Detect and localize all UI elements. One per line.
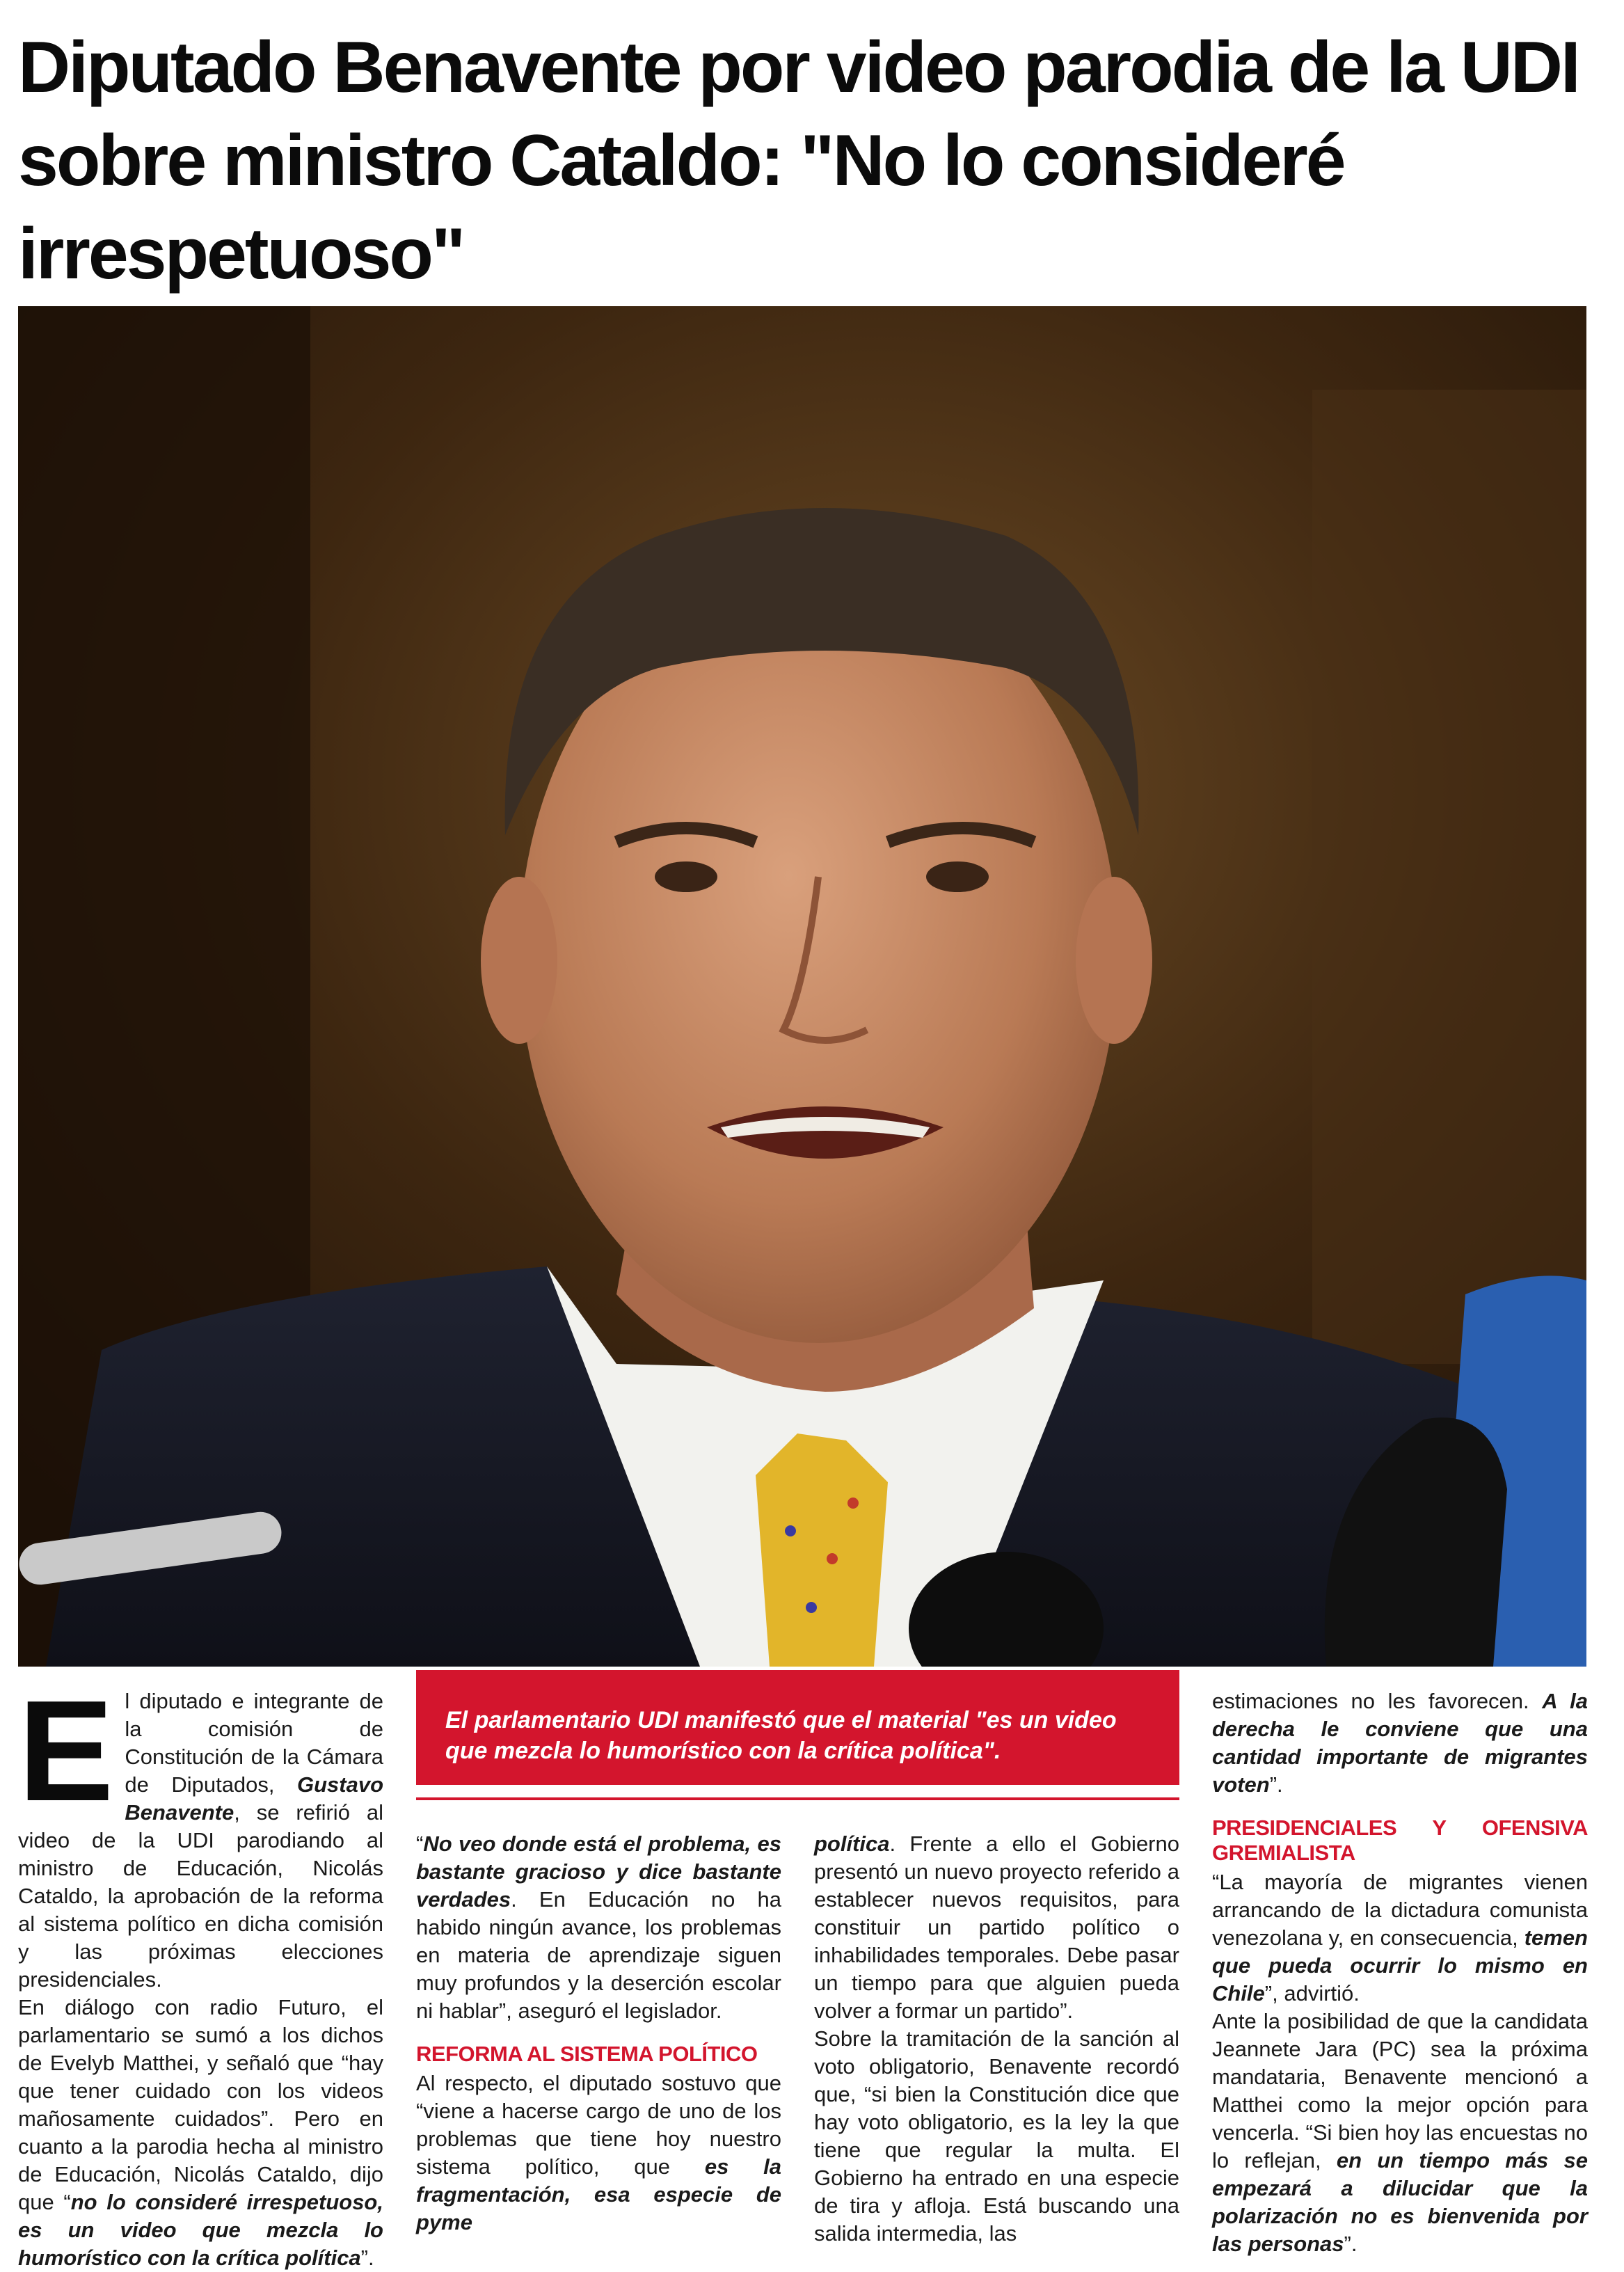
paragraph: Ante la posibilidad de que la candidata Jeannete Jara (PC) sea la próxima mandataria, Benavente mencionó a Matthei como la mejor opción para vencerla. “Si bien hoy las encuestas no lo reflejan, en un tiempo más se empezará a dilucidar que la polarización no es bienvenida por las personas”. bbox=[1212, 2009, 1589, 2256]
headline: Diputado Benavente por video parodia de la UDI sobre ministro Cataldo: "No lo consideré irrespetuoso" bbox=[18, 27, 1579, 294]
drop-cap: E bbox=[18, 1671, 114, 1831]
divider bbox=[416, 1797, 1179, 1800]
section-subhead: REFORMA AL SISTEMA POLÍTICO bbox=[416, 2042, 758, 2066]
pull-quote: El parlamentario UDI manifestó que el material "es un video que mezcla lo humorístico con la crítica política". bbox=[416, 1670, 1179, 1785]
paragraph: Sobre la tramitación de la sanción al voto obligatorio, Benavente recordó que, “si bien la Constitución dice que hay voto obligatorio, es la ley la que tiene que regular la multa. El Gobierno ha entrado en una especie de tira y afloja. Está buscando una salida intermedia, las bbox=[814, 2026, 1179, 2246]
article-photo bbox=[18, 306, 1586, 1667]
article-column-4 bbox=[1212, 1687, 1588, 2258]
paragraph: l diputado e integrante de la comisión de Constitución de la Cámara de Diputados, Gustavo Benavente, se refirió al video de la UDI parodiando al ministro de Educación, Nicolás Cataldo, la aprobación de la reforma al sistema político en dicha comisión y las próximas elecciones presidenciales. bbox=[18, 1689, 383, 1992]
article-column-1 bbox=[18, 1671, 383, 2272]
paragraph: “La mayoría de migrantes vienen arrancando de la dictadura comunista venezolana y, en consecuencia, temen que pueda ocurrir lo mismo en Chile”, advirtió. bbox=[1212, 1870, 1588, 2005]
paragraph: política. Frente a ello el Gobierno presentó un nuevo proyecto referido a establecer nuevos requisitos, para constituir un partido político o inhabilidades temporales. Debe pasar un tiempo para que alguien pueda volver a formar un partido”. bbox=[814, 1832, 1179, 2023]
paragraph: estimaciones no les favorecen. A la derecha le conviene que una cantidad importante de migrantes voten”. bbox=[1212, 1689, 1588, 1797]
article-column-3 bbox=[814, 1830, 1179, 2248]
paragraph: En diálogo con radio Futuro, el parlamentario se sumó a los dichos de Evelyb Matthei, y señaló que “hay que tener cuidado con los videos mañosamente cuidados”. Pero en cuanto a la parodia hecha al ministro de Educación, Nicolás Cataldo, dijo que “no lo consideré irrespetuoso, es un video que mezcla lo humorístico con la crítica política”. bbox=[18, 1995, 383, 2270]
portrait-illustration bbox=[18, 306, 1586, 1667]
article-column-2 bbox=[416, 1830, 781, 2237]
paragraph: “No veo donde está el problema, es bastante gracioso y dice bastante verdades. En Educación no ha habido ningún avance, los problemas en materia de aprendizaje siguen muy profundos y la deserción escolar ni hablar”, aseguró el legislador. bbox=[416, 1832, 781, 2023]
paragraph: Al respecto, el diputado sostuvo que “viene a hacerse cargo de uno de los problemas que tiene hoy nuestro sistema político, que es la fragmentación, esa especie de pyme bbox=[416, 2071, 782, 2234]
section-subhead: PRESIDENCIALES Y OFENSIVA GREMIALISTA bbox=[1212, 1816, 1588, 1865]
